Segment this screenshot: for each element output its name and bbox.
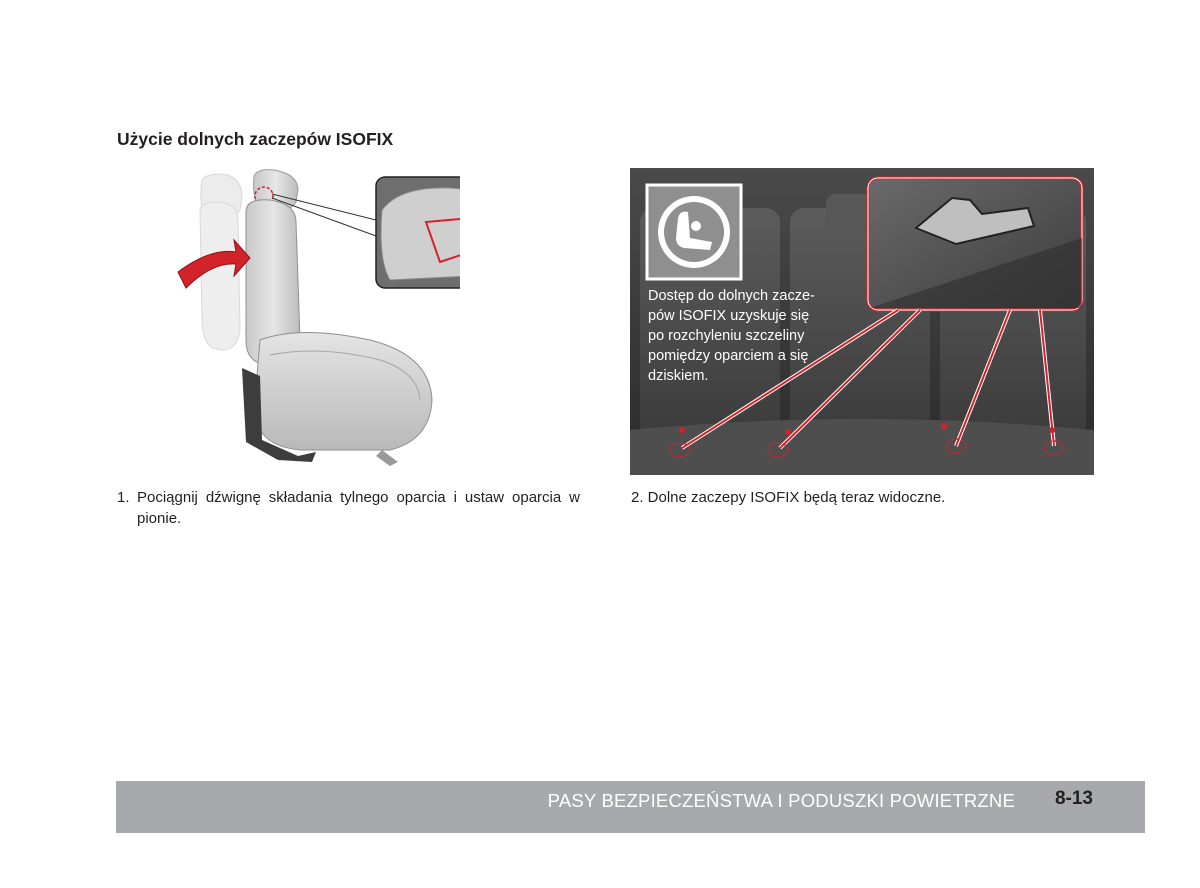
isofix-access-callout: Dostęp do dolnych zacze- pów ISOFIX uzyskuje się po rozchyleniu szczeliny pomiędzy oparciem a się dziskiem. bbox=[648, 288, 815, 384]
seat-folding-illustration bbox=[150, 150, 460, 475]
caption-text: Pociągnij dźwignę składania tylnego oparcia i ustaw oparcia w pionie. bbox=[137, 489, 580, 527]
page-number: 8-13 bbox=[1054, 788, 1093, 809]
figure-caption-1 bbox=[117, 487, 580, 529]
chapter-title: PASY BEZPIECZEŃSTWA I PODUSZKI POWIETRZNE bbox=[547, 790, 1015, 811]
section-heading: Użycie dolnych zaczepów ISOFIX bbox=[117, 129, 394, 149]
figure-caption-2: 2. Dolne zaczepy ISOFIX będą teraz widoczne. bbox=[631, 489, 946, 506]
caption-number: 1. bbox=[117, 489, 130, 506]
page-footer bbox=[116, 781, 1145, 833]
